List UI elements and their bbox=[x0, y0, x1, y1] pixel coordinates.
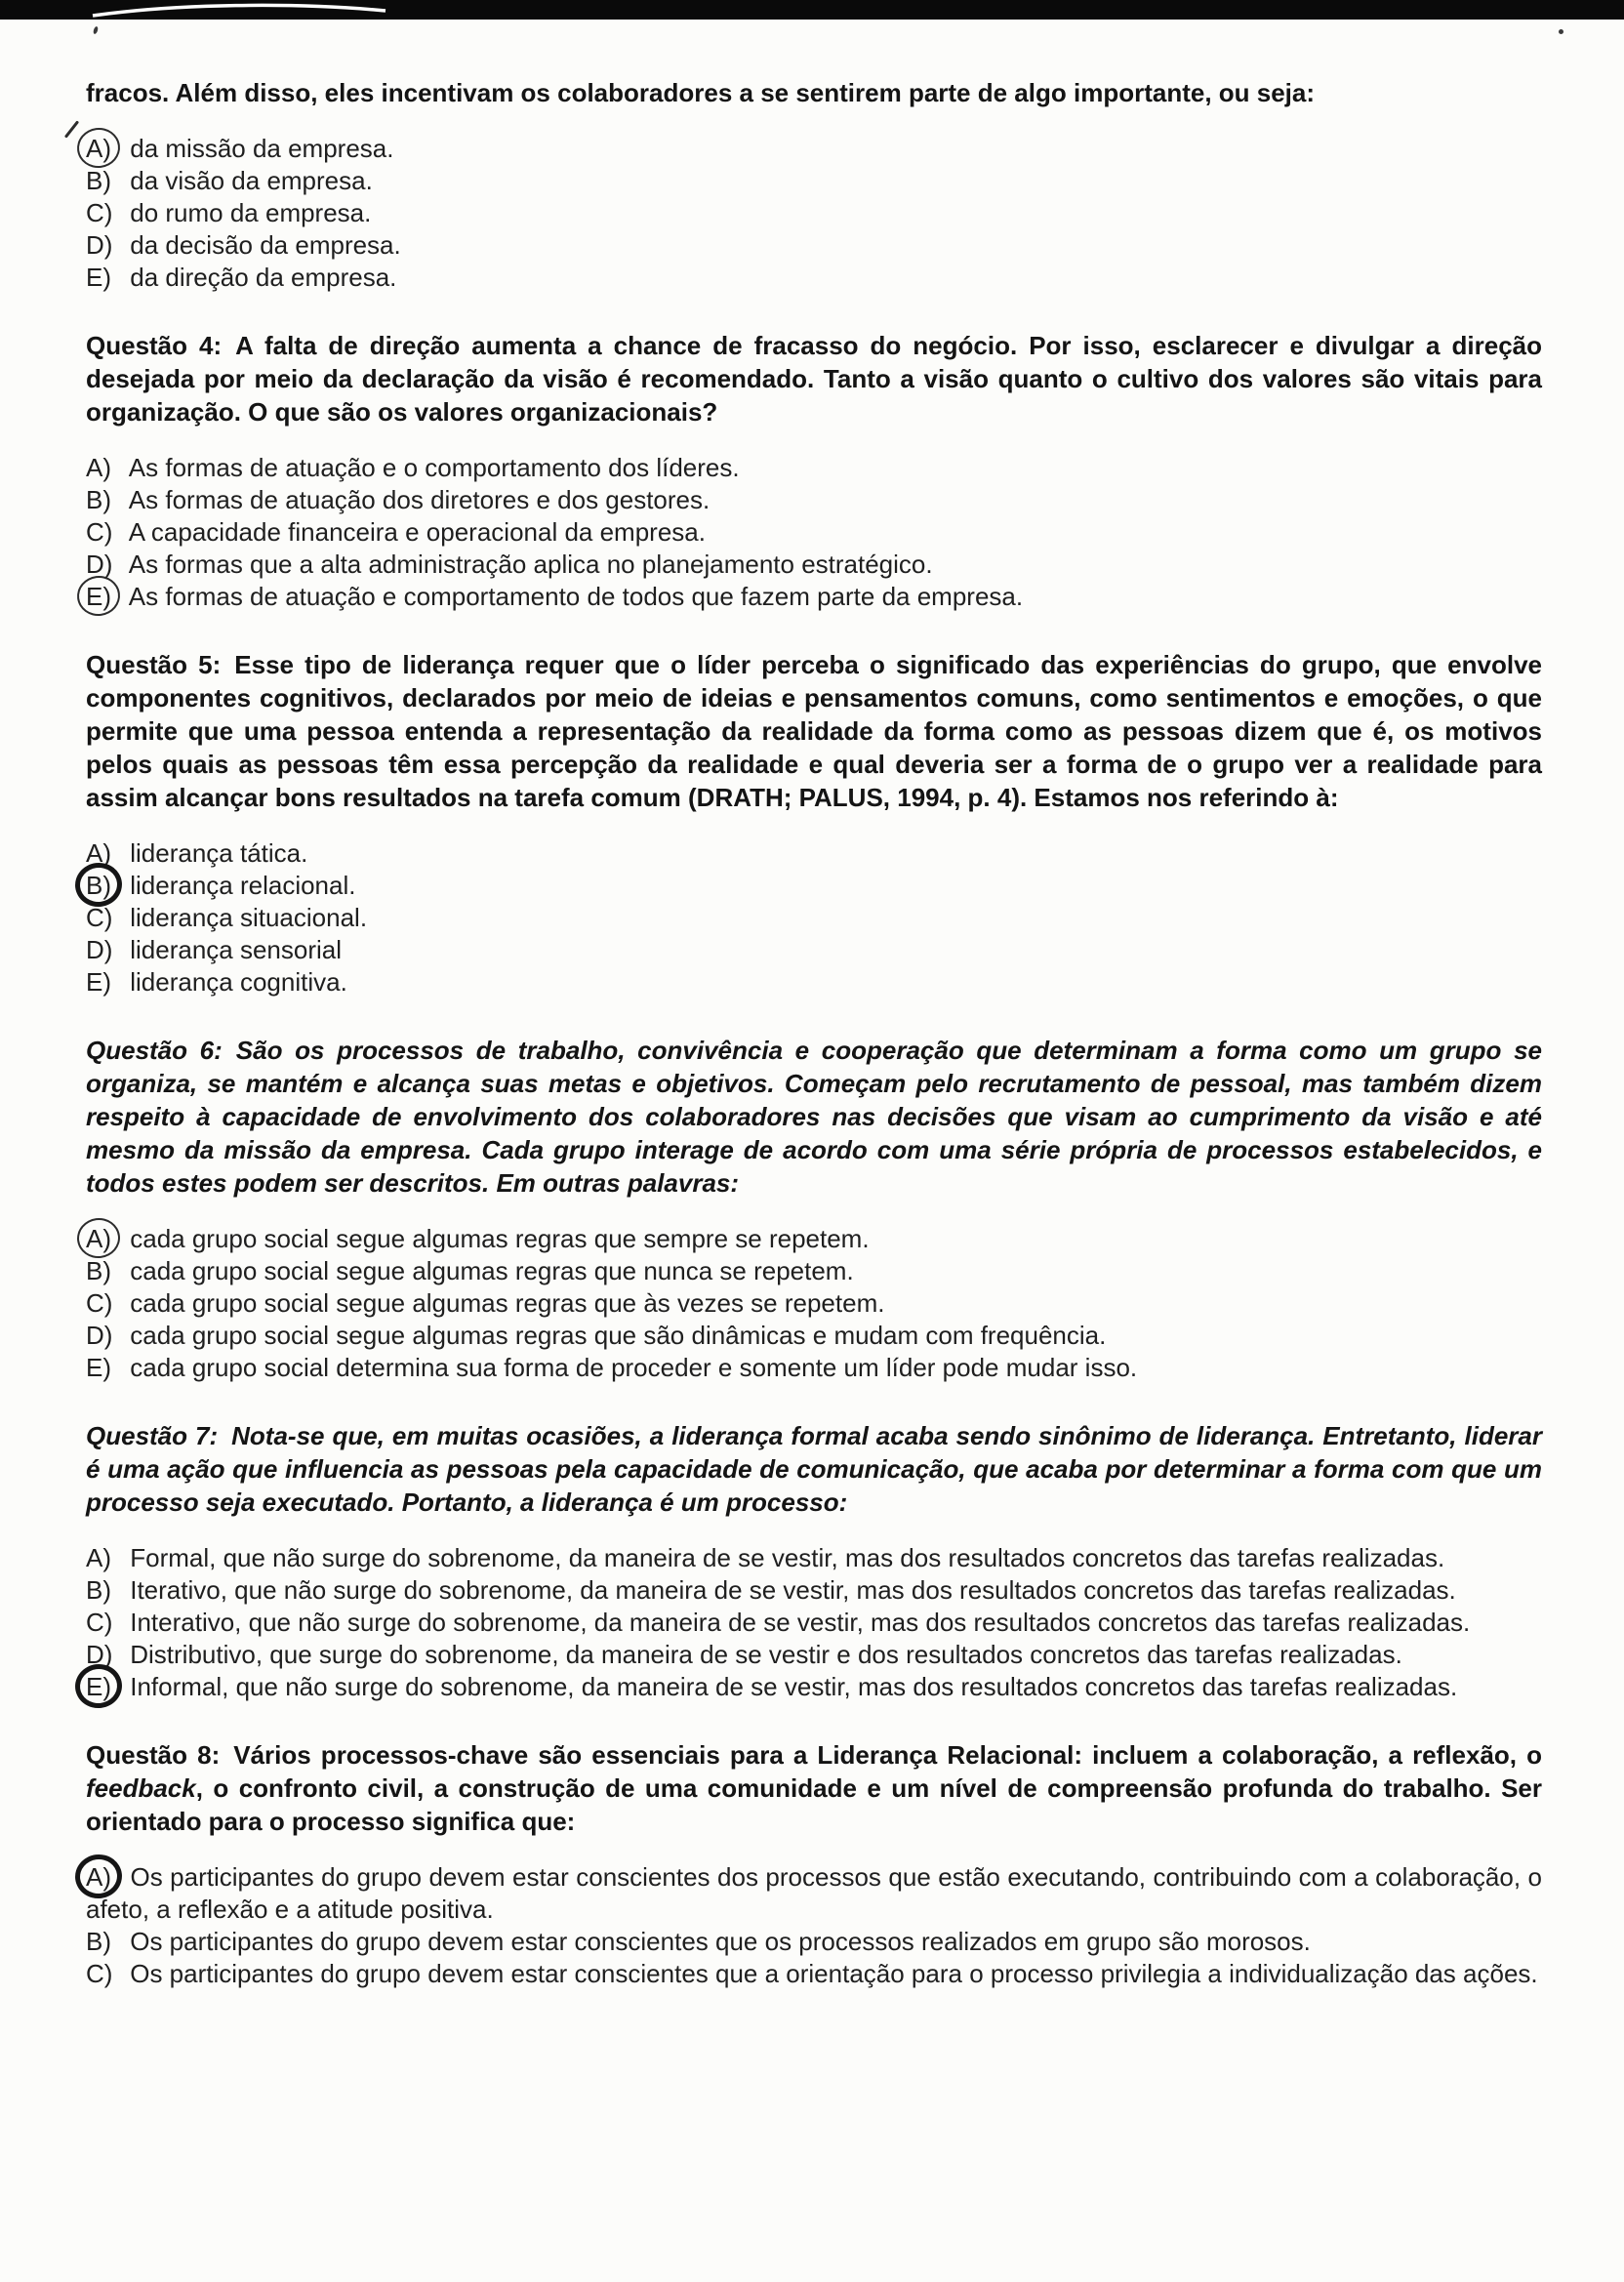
option-row bbox=[86, 229, 1542, 262]
option-row bbox=[86, 870, 1542, 902]
option-row bbox=[86, 581, 1542, 613]
question-label: Questão 6: bbox=[86, 1036, 223, 1065]
option-row bbox=[86, 837, 1542, 870]
scan-speck bbox=[1559, 29, 1563, 34]
stem-italic-word: feedback bbox=[86, 1773, 196, 1803]
question-8-stem bbox=[86, 1738, 1542, 1838]
option-text: da visão da empresa. bbox=[130, 166, 373, 195]
option-text: Os participantes do grupo devem estar conscientes que a orientação para o processo privilegia a individualização das ações. bbox=[130, 1959, 1538, 1988]
scan-speck bbox=[93, 26, 99, 35]
option-letter: D) bbox=[86, 230, 113, 260]
option-letter: E) bbox=[86, 1353, 111, 1382]
option-row bbox=[86, 1223, 1542, 1255]
question-6-stem bbox=[86, 1034, 1542, 1200]
option-row bbox=[86, 197, 1542, 229]
question-8-options bbox=[86, 1861, 1542, 1990]
option-row bbox=[86, 165, 1542, 197]
option-text: cada grupo social segue algumas regras que às vezes se repetem. bbox=[130, 1288, 885, 1318]
option-text: Informal, que não surge do sobrenome, da maneira de se vestir, mas dos resultados concretos das tarefas realizadas. bbox=[130, 1672, 1458, 1701]
option-text: liderança relacional. bbox=[130, 871, 356, 900]
option-letter: B) bbox=[86, 1256, 111, 1285]
option-letter: D) bbox=[86, 1640, 113, 1669]
option-row bbox=[86, 902, 1542, 934]
option-letter: A) bbox=[86, 838, 111, 868]
option-row bbox=[86, 1607, 1542, 1639]
option-text: liderança cognitiva. bbox=[130, 967, 347, 997]
option-text: As formas de atuação e comportamento de todos que fazem parte da empresa. bbox=[128, 582, 1024, 611]
option-letter: C) bbox=[86, 1288, 113, 1318]
stem-text: Esse tipo de liderança requer que o líder perceba o significado das experiências do grupo, que envolve componentes cognitivos, declarados por meio de ideias e pensamentos comuns, como sentimentos e emoções, o que permite que uma pessoa entenda a representação da realidade da forma como as pessoas dizem que é, os motivos pelos quais as pessoas têm essa percepção da realidade e qual deveria ser a forma de o grupo ver a realidade para assim alcançar bons resultados na tarefa comum (DRATH; PALUS, 1994, p. 4). Estamos nos referindo à: bbox=[86, 650, 1542, 812]
option-text: Os participantes do grupo devem estar conscientes dos processos que estão executando, contribuindo com a colaboração, o afeto, a reflexão e a atitude positiva. bbox=[86, 1862, 1542, 1924]
scan-artifact-white-curve bbox=[0, 0, 1624, 20]
option-text: liderança situacional. bbox=[130, 903, 368, 932]
option-text: As formas de atuação dos diretores e dos gestores. bbox=[128, 485, 710, 514]
option-row bbox=[86, 133, 1542, 165]
question-4-options bbox=[86, 452, 1542, 613]
option-text: cada grupo social determina sua forma de proceder e somente um líder pode mudar isso. bbox=[130, 1353, 1138, 1382]
stem-text: Nota-se que, em muitas ocasiões, a liderança formal acaba sendo sinônimo de liderança. Entretanto, liderar é uma ação que influencia as pessoas pela capacidade de comunicação, que acaba por determinar a forma com que um processo seja executado. Portanto, a liderança é um processo: bbox=[86, 1421, 1542, 1517]
option-text: da decisão da empresa. bbox=[130, 230, 401, 260]
option-letter: D) bbox=[86, 935, 113, 964]
stem-text: São os processos de trabalho, convivência e cooperação que determinam a forma como um grupo se organiza, se mantém e alcança suas metas e objetivos. Começam pelo recrutamento de pessoal, mas também dizem respeito à capacidade de envolvimento dos colaboradores nas decisões que visam ao cumprimento da visão e até mesmo da missão da empresa. Cada grupo interage de acordo com uma série própria de processos estabelecidos, e todos estes podem ser descritos. Em outras palavras: bbox=[86, 1036, 1542, 1198]
option-text: As formas de atuação e o comportamento dos líderes. bbox=[128, 453, 740, 482]
answer-circle: E) bbox=[86, 581, 123, 613]
question-6-options bbox=[86, 1223, 1542, 1384]
question-label: Questão 4: bbox=[86, 331, 223, 360]
question-7-stem bbox=[86, 1419, 1542, 1519]
question-4-stem bbox=[86, 329, 1542, 428]
answer-circle: A) bbox=[86, 133, 123, 165]
option-row bbox=[86, 966, 1542, 998]
options-continued-question bbox=[86, 133, 1542, 294]
option-row bbox=[86, 1352, 1542, 1384]
option-text: A capacidade financeira e operacional da empresa. bbox=[128, 517, 706, 547]
option-letter: D) bbox=[86, 550, 113, 579]
question-label: Questão 5: bbox=[86, 650, 222, 679]
option-row bbox=[86, 1320, 1542, 1352]
option-row bbox=[86, 1287, 1542, 1320]
question-7-options bbox=[86, 1542, 1542, 1703]
option-row bbox=[86, 934, 1542, 966]
question-label: Questão 8: bbox=[86, 1740, 221, 1770]
stem-text: A falta de direção aumenta a chance de fracasso do negócio. Por isso, esclarecer e divulgar a direção desejada por meio da declaração da visão é recomendado. Tanto a visão quanto o cultivo dos valores são vitais para organização. O que são os valores organizacionais? bbox=[86, 331, 1542, 427]
option-text: Os participantes do grupo devem estar conscientes que os processos realizados em grupo são morosos. bbox=[130, 1927, 1311, 1956]
option-letter: A) bbox=[86, 1543, 111, 1572]
option-text: cada grupo social segue algumas regras que sempre se repetem. bbox=[130, 1224, 870, 1253]
option-text: do rumo da empresa. bbox=[130, 198, 372, 227]
question-5-options bbox=[86, 837, 1542, 998]
option-row bbox=[86, 1255, 1542, 1287]
option-text: Formal, que não surge do sobrenome, da maneira de se vestir, mas dos resultados concretos das tarefas realizadas. bbox=[130, 1543, 1445, 1572]
option-letter: C) bbox=[86, 1608, 113, 1637]
intro-paragraph: fracos. Além disso, eles incentivam os colaboradores a se sentirem parte de algo importante, ou seja: bbox=[86, 78, 1316, 107]
option-row bbox=[86, 1542, 1542, 1574]
option-letter: C) bbox=[86, 198, 113, 227]
option-letter: B) bbox=[86, 1927, 111, 1956]
option-row bbox=[86, 1861, 1542, 1926]
answer-circle: A) bbox=[86, 1223, 123, 1255]
page-content bbox=[86, 76, 1542, 2025]
option-letter: B) bbox=[86, 485, 111, 514]
option-row bbox=[86, 484, 1542, 516]
option-row bbox=[86, 452, 1542, 484]
option-row bbox=[86, 262, 1542, 294]
stem-text: Vários processos-chave são essenciais para a Liderança Relacional: incluem a colaboração, a reflexão, o bbox=[233, 1740, 1542, 1770]
option-row bbox=[86, 1574, 1542, 1607]
answer-circle: A) bbox=[86, 1861, 123, 1894]
option-row bbox=[86, 1926, 1542, 1958]
option-row bbox=[86, 1671, 1542, 1703]
option-letter: C) bbox=[86, 1959, 113, 1988]
option-text: liderança sensorial bbox=[130, 935, 343, 964]
option-text: Distributivo, que surge do sobrenome, da maneira de se vestir e dos resultados concretos das tarefas realizadas. bbox=[130, 1640, 1402, 1669]
option-letter: C) bbox=[86, 517, 113, 547]
option-letter: E) bbox=[86, 263, 111, 292]
option-text: As formas que a alta administração aplica no planejamento estratégico. bbox=[128, 550, 933, 579]
option-row bbox=[86, 1958, 1542, 1990]
option-text: liderança tática. bbox=[130, 838, 308, 868]
question-label: Questão 7: bbox=[86, 1421, 219, 1450]
question-5-stem bbox=[86, 648, 1542, 814]
option-text: Interativo, que não surge do sobrenome, da maneira de se vestir, mas dos resultados concretos das tarefas realizadas. bbox=[130, 1608, 1471, 1637]
option-letter: B) bbox=[86, 166, 111, 195]
scan-artifact-top-bar bbox=[0, 0, 1624, 20]
option-text: da direção da empresa. bbox=[130, 263, 397, 292]
option-letter: C) bbox=[86, 903, 113, 932]
option-letter: E) bbox=[86, 967, 111, 997]
option-letter: A) bbox=[86, 453, 111, 482]
answer-circle: E) bbox=[86, 1671, 123, 1703]
option-row bbox=[86, 516, 1542, 549]
option-row bbox=[86, 549, 1542, 581]
option-text: da missão da empresa. bbox=[130, 134, 394, 163]
option-letter: D) bbox=[86, 1321, 113, 1350]
option-letter: B) bbox=[86, 1575, 111, 1605]
option-row bbox=[86, 1639, 1542, 1671]
option-text: Iterativo, que não surge do sobrenome, da maneira de se vestir, mas dos resultados concretos das tarefas realizadas. bbox=[130, 1575, 1456, 1605]
answer-circle: B) bbox=[86, 870, 123, 902]
stem-text: , o confronto civil, a construção de uma comunidade e um nível de compreensão profunda do trabalho. Ser orientado para o processo significa que: bbox=[86, 1773, 1542, 1836]
option-text: cada grupo social segue algumas regras que são dinâmicas e mudam com frequência. bbox=[130, 1321, 1107, 1350]
option-text: cada grupo social segue algumas regras que nunca se repetem. bbox=[130, 1256, 854, 1285]
